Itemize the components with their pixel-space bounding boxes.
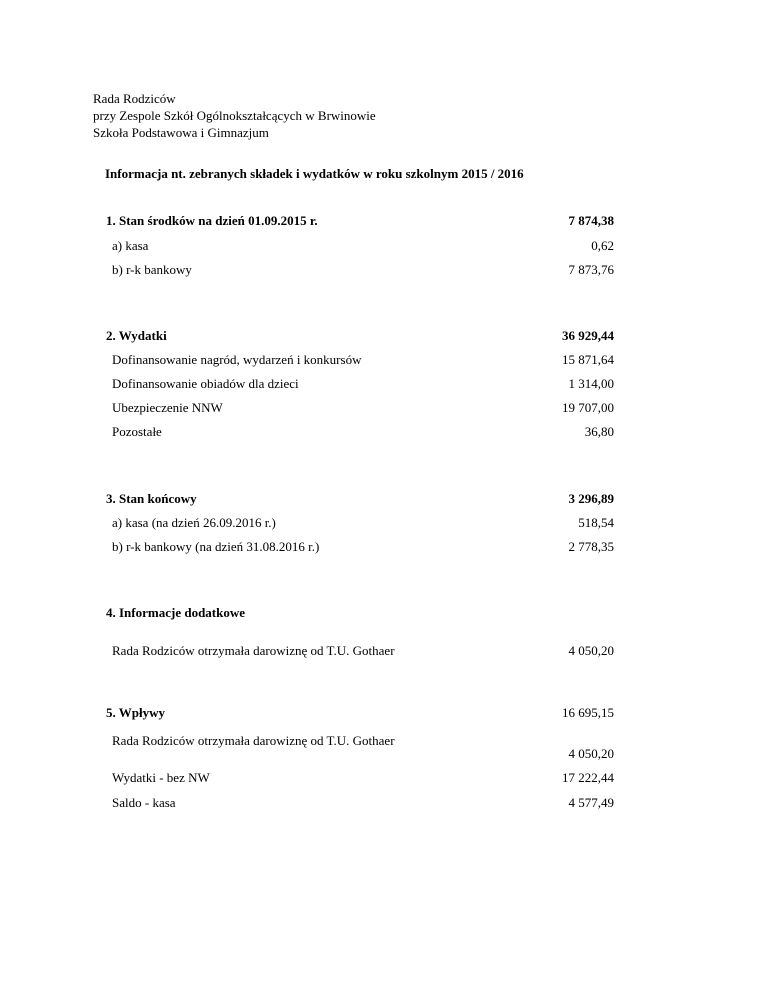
section-3-item-label: a) kasa (na dzień 26.09.2016 r.) bbox=[112, 515, 276, 530]
section-5-heading: 5. Wpływy bbox=[106, 705, 165, 720]
header-line-3: Szkoła Podstawowa i Gimnazjum bbox=[93, 125, 269, 140]
section-2-item-label: Ubezpieczenie NNW bbox=[112, 400, 223, 415]
section-5-total: 16 695,15 bbox=[562, 705, 614, 720]
section-1-item-label: b) r-k bankowy bbox=[112, 262, 192, 277]
section-1-item-value: 7 873,76 bbox=[568, 262, 614, 277]
section-3-item-label: b) r-k bankowy (na dzień 31.08.2016 r.) bbox=[112, 539, 320, 554]
section-3-total: 3 296,89 bbox=[568, 491, 614, 506]
section-4-item-label: Rada Rodziców otrzymała darowiznę od T.U. Gothaer bbox=[112, 643, 395, 658]
section-1-heading: 1. Stan środków na dzień 01.09.2015 r. bbox=[106, 213, 318, 228]
section-5-item-label: Saldo - kasa bbox=[112, 795, 176, 810]
section-3-item-value: 518,54 bbox=[578, 515, 614, 530]
section-3-heading: 3. Stan końcowy bbox=[106, 491, 197, 506]
section-2-item-value: 1 314,00 bbox=[568, 376, 614, 391]
section-5-item-value: 4 050,20 bbox=[568, 746, 614, 761]
section-1-item-label: a) kasa bbox=[112, 238, 149, 253]
section-5-item-value: 4 577,49 bbox=[568, 795, 614, 810]
section-5-item-label: Rada Rodziców otrzymała darowiznę od T.U. Gothaer bbox=[112, 733, 395, 748]
section-4-item-value: 4 050,20 bbox=[568, 643, 614, 658]
header-line-2: przy Zespole Szkół Ogólnokształcących w Brwinowie bbox=[93, 108, 376, 123]
section-5-item-value: 17 222,44 bbox=[562, 770, 614, 785]
section-2-item-label: Dofinansowanie obiadów dla dzieci bbox=[112, 376, 299, 391]
section-2-heading: 2. Wydatki bbox=[106, 328, 167, 343]
section-2-item-value: 15 871,64 bbox=[562, 352, 614, 367]
header-line-1: Rada Rodziców bbox=[93, 91, 176, 106]
section-3-item-value: 2 778,35 bbox=[568, 539, 614, 554]
section-2-item-label: Dofinansowanie nagród, wydarzeń i konkursów bbox=[112, 352, 362, 367]
section-5-item-label: Wydatki - bez NW bbox=[112, 770, 210, 785]
section-2-item-label: Pozostałe bbox=[112, 424, 162, 439]
organization-header bbox=[93, 90, 376, 141]
report-title: Informacja nt. zebranych składek i wydatków w roku szkolnym 2015 / 2016 bbox=[105, 166, 524, 181]
section-2-total: 36 929,44 bbox=[562, 328, 614, 343]
section-4-heading: 4. Informacje dodatkowe bbox=[106, 605, 246, 620]
section-2-item-value: 19 707,00 bbox=[562, 400, 614, 415]
section-1-total: 7 874,38 bbox=[568, 213, 614, 228]
section-2-item-value: 36,80 bbox=[584, 424, 614, 439]
section-1-item-value: 0,62 bbox=[591, 238, 614, 253]
